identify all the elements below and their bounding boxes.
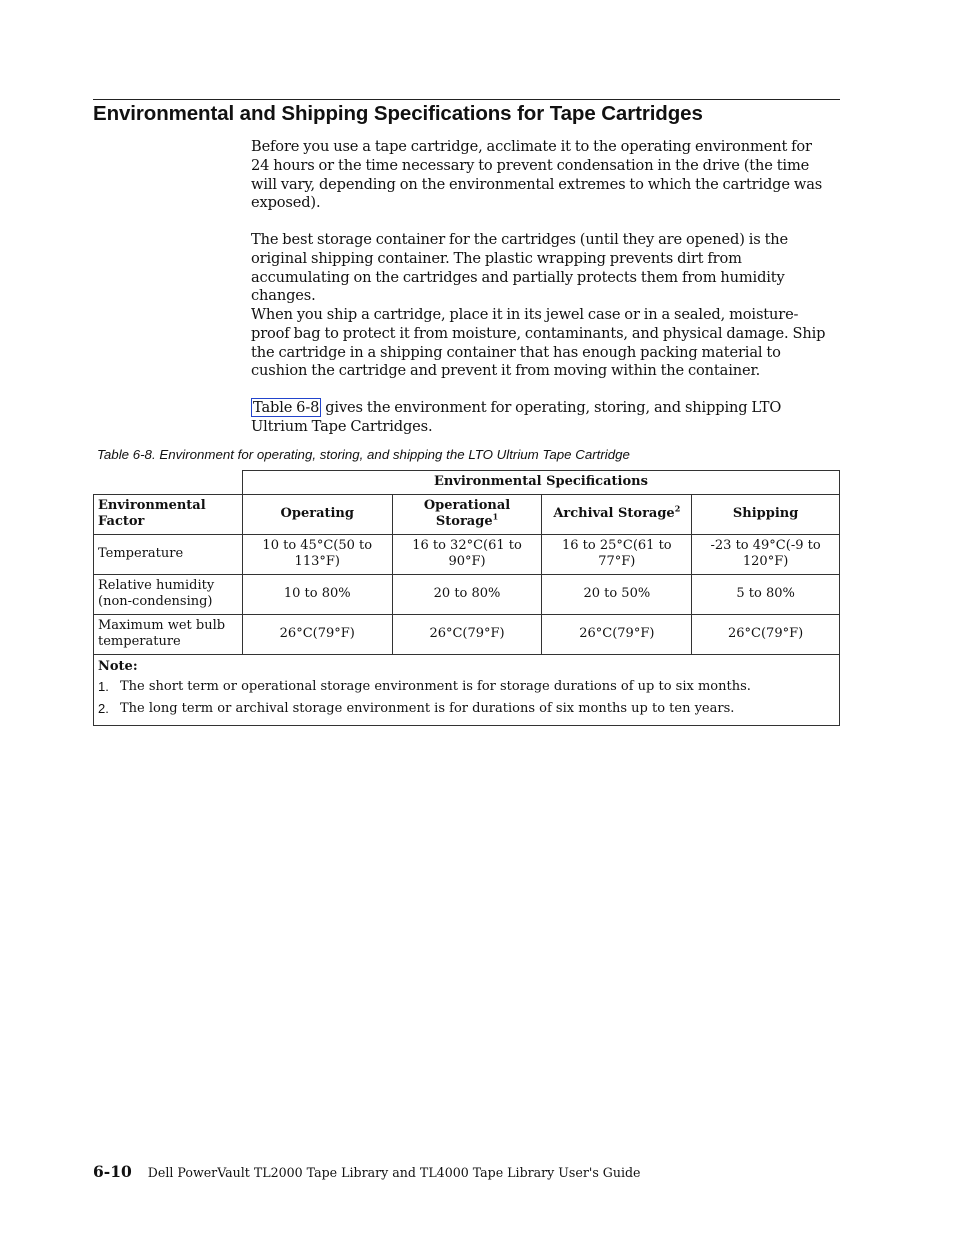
table-header-row — [94, 494, 840, 534]
cell-shipping: -23 to 49°C(-9 to 120°F) — [692, 534, 840, 574]
cell-factor: Relative humidity (non-condensing) — [94, 574, 243, 614]
cell-operational-storage: 20 to 80% — [392, 574, 542, 614]
footnote-ref-1: 1 — [492, 511, 499, 522]
note-title: Note: — [98, 658, 138, 674]
group-header-environmental-specifications: Environmental Specifications — [242, 471, 839, 495]
cell-operational-storage: 16 to 32°C(61 to 90°F) — [392, 534, 542, 574]
paragraph-storage-container: The best storage container for the cartridges (until they are opened) is the original shipping container. The plastic wrapping prevents dirt from accumulating on the cartridges and partially protects them from humidity changes. — [251, 231, 789, 305]
section-rule — [93, 99, 840, 100]
paragraph-table-reference — [251, 399, 833, 437]
cell-shipping: 5 to 80% — [692, 574, 840, 614]
cell-archival-storage: 16 to 25°C(61 to 77°F) — [542, 534, 692, 574]
header-environmental-factor: Environmental Factor — [94, 494, 243, 534]
table-row — [94, 574, 840, 614]
footnote-ref-2: 2 — [674, 503, 681, 514]
book-title: Dell PowerVault TL2000 Tape Library and TL4000 Tape Library User's Guide — [147, 1165, 641, 1180]
header-operating: Operating — [242, 494, 392, 534]
header-operational-storage-label: Operational Storage — [423, 497, 511, 529]
table-row — [94, 614, 840, 654]
table-group-header-row — [94, 471, 840, 495]
table-6-8-link[interactable]: Table 6-8 — [253, 399, 320, 416]
cell-operating: 10 to 80% — [242, 574, 392, 614]
cell-shipping: 26°C(79°F) — [692, 614, 840, 654]
note-item-text: The long term or archival storage environment is for durations of six months up to ten years. — [120, 700, 735, 716]
cell-archival-storage: 26°C(79°F) — [542, 614, 692, 654]
cell-archival-storage: 20 to 50% — [542, 574, 692, 614]
cell-factor: Temperature — [94, 534, 243, 574]
note-item — [98, 701, 835, 718]
note-item — [98, 679, 835, 696]
table-note — [94, 654, 840, 726]
table-row — [94, 534, 840, 574]
section-heading: Environmental and Shipping Specifications for Tape Cartridges — [93, 102, 703, 125]
cell-operational-storage: 26°C(79°F) — [392, 614, 542, 654]
note-item-text: The short term or operational storage environment is for storage durations of up to six months. — [120, 679, 751, 694]
note-item-number: 1. — [98, 679, 109, 694]
page-number: 6-10 — [93, 1162, 132, 1181]
header-archival-storage-label: Archival Storage — [553, 505, 675, 521]
header-operational-storage — [392, 494, 542, 534]
header-archival-storage — [542, 494, 692, 534]
table-caption: Table 6-8. Environment for operating, storing, and shipping the LTO Ultrium Tape Cartridge — [97, 447, 630, 462]
cell-operating: 26°C(79°F) — [242, 614, 392, 654]
table-note-row — [94, 654, 840, 726]
paragraph-acclimate: Before you use a tape cartridge, acclimate it to the operating environment for 24 hours or the time necessary to prevent condensation in the drive (the time will vary, depending on the environmental extremes to which the cartridge was exposed). — [251, 138, 823, 212]
paragraph-table-reference-text: gives the environment for operating, storing, and shipping LTO Ultrium Tape Cartridges. — [251, 399, 782, 435]
cell-factor: Maximum wet bulb temperature — [94, 614, 243, 654]
note-item-number: 2. — [98, 700, 109, 716]
empty-corner-cell — [94, 471, 243, 495]
header-shipping: Shipping — [692, 494, 840, 534]
paragraph-shipping: When you ship a cartridge, place it in its jewel case or in a sealed, moisture-proof bag to protect it from moisture, contaminants, and physical damage. Ship the cartridge in a shipping container that has enough packing material to cushion the cartridge and prevent it from moving within the container. — [251, 306, 826, 380]
environment-specifications-table — [93, 470, 840, 726]
page-footer — [93, 1162, 641, 1181]
cell-operating: 10 to 45°C(50 to 113°F) — [242, 534, 392, 574]
